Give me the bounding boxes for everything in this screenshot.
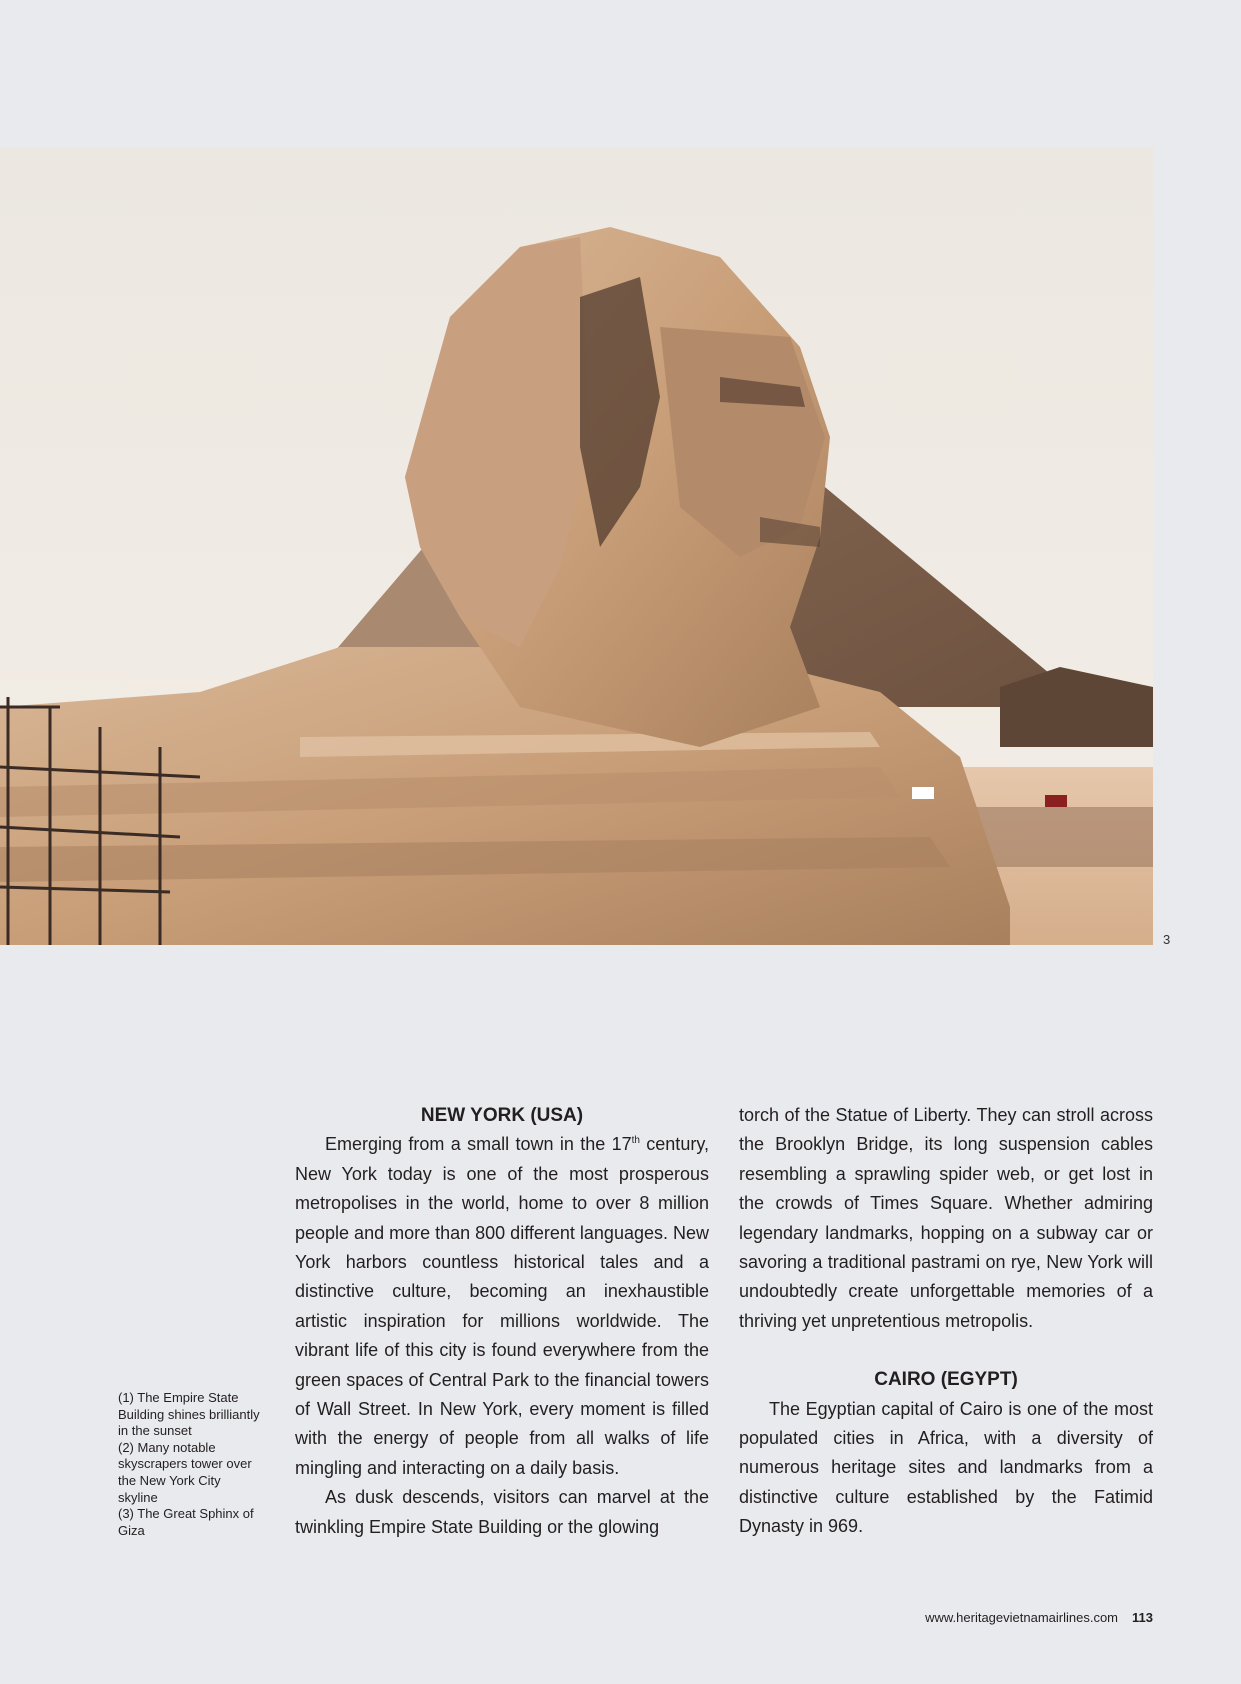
caption-line: (1) The Empire State Building shines brilliantly in the sunset bbox=[118, 1390, 260, 1439]
sphinx-illustration bbox=[0, 147, 1153, 945]
caption-line: (3) The Great Sphinx of Giza bbox=[118, 1506, 254, 1538]
cairo-heading: CAIRO (EGYPT) bbox=[874, 1369, 1018, 1391]
new-york-paragraph-2-continued: torch of the Statue of Liberty. They can stroll across the Brooklyn Bridge, its long suspension cables resembling a sprawling spider web, or get lost in the crowds of Times Square. Whether admiring legendary landmarks, hopping on a subway car or savoring a traditional pastrami on rye, New York will undoubtedly create unforgettable memories of a thriving yet unpretentious metropolis. bbox=[739, 1105, 1153, 1331]
caption-line: (2) Many notable skyscrapers tower over the New York City skyline bbox=[118, 1439, 252, 1505]
article-column-left bbox=[295, 1101, 709, 1542]
sphinx-photo bbox=[0, 147, 1153, 945]
photo-number: 3 bbox=[1163, 932, 1171, 947]
page-number: 113 bbox=[1132, 1610, 1153, 1625]
new-york-paragraph-2: As dusk descends, visitors can marvel at the twinkling Empire State Building or the glowing bbox=[295, 1487, 709, 1537]
cairo-paragraph-1: The Egyptian capital of Cairo is one of the most populated cities in Africa, with a diversity of numerous heritage sites and landmarks from a distinctive culture established by the Fatimid Dynasty in 969. bbox=[739, 1398, 1153, 1537]
new-york-heading: NEW YORK (USA) bbox=[420, 1105, 584, 1126]
photo-caption bbox=[118, 1390, 263, 1539]
website-link: www.heritagevietnamairlines.com bbox=[925, 1610, 1119, 1625]
page-footer bbox=[925, 1610, 1153, 1625]
article-column-right bbox=[739, 1101, 1153, 1542]
new-york-paragraph-1: Emerging from a small town in the 17th century, New York today is one of the most prosperous metropolises in the world, home to over 8 million people and more than 800 different languages. New York harbors countless historical tales and a distinctive culture, becoming an inexhaustible artistic inspiration for millions worldwide. The vibrant life of this city is found everywhere from the green spaces of Central Park to the financial towers of Wall Street. In New York, every moment is filled with the energy of people from all walks of life mingling and interacting on a daily basis. bbox=[295, 1134, 709, 1478]
